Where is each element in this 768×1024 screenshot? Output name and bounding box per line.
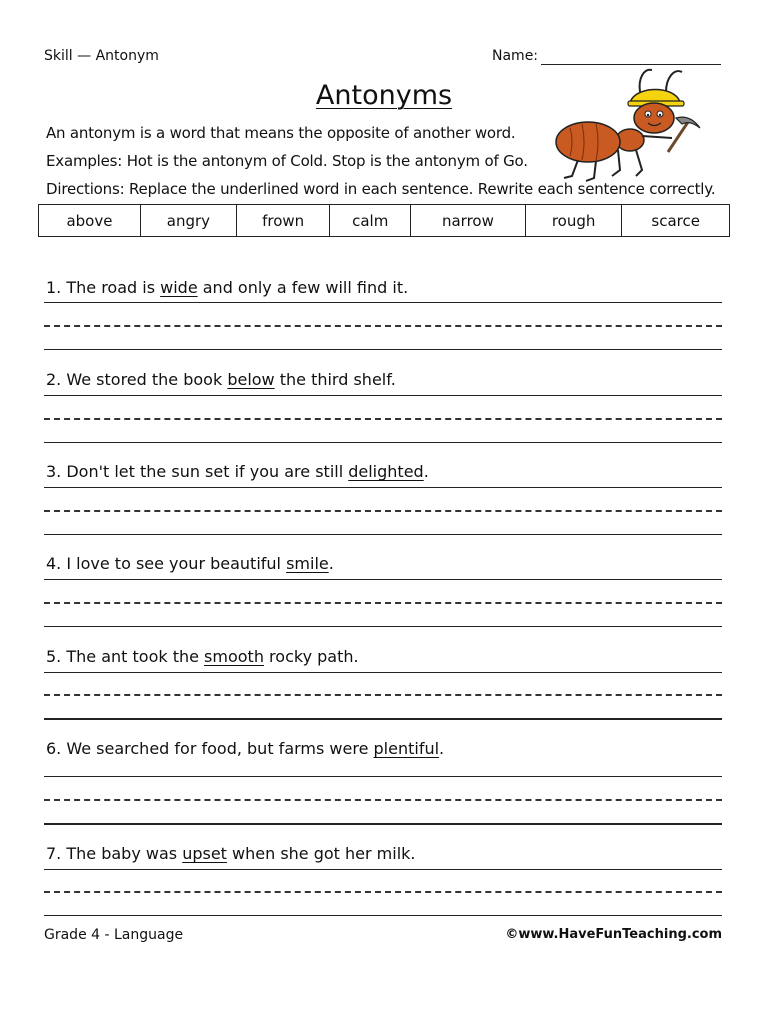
word-bank-item: frown xyxy=(236,205,329,237)
underlined-word: smooth xyxy=(204,647,264,666)
underlined-word: plentiful xyxy=(373,739,440,758)
word-bank-item: angry xyxy=(140,205,236,237)
skill-label: Skill — Antonym xyxy=(44,48,159,64)
question-7: 7. The baby was upset when she got her milk. xyxy=(46,844,416,863)
word-bank-item: narrow xyxy=(411,205,526,237)
word-bank-item: scarce xyxy=(622,205,730,237)
word-bank-item: calm xyxy=(330,205,411,237)
underlined-word: below xyxy=(227,370,275,389)
grade-label: Grade 4 - Language xyxy=(44,927,184,943)
writing-line-top xyxy=(44,487,722,488)
writing-line-top xyxy=(44,579,722,580)
word-bank xyxy=(38,204,730,237)
question-1: 1. The road is wide and only a few will find it. xyxy=(46,278,409,297)
question-3: 3. Don't let the sun set if you are still delighted. xyxy=(46,462,429,481)
writing-line-top xyxy=(44,395,722,396)
question-4: 4. I love to see your beautiful smile. xyxy=(46,554,334,573)
question-2: 2. We stored the book below the third shelf. xyxy=(46,370,396,389)
writing-line-mid[interactable] xyxy=(44,602,722,604)
writing-line-base xyxy=(44,534,722,535)
underlined-word: upset xyxy=(182,844,227,863)
writing-line-top xyxy=(44,776,722,777)
writing-line-top xyxy=(44,869,722,870)
definition-text: An antonym is a word that means the opposite of another word. xyxy=(46,124,516,142)
writing-line-base xyxy=(44,442,722,443)
underlined-word: wide xyxy=(160,278,198,297)
word-bank-item: rough xyxy=(525,205,622,237)
question-6: 6. We searched for food, but farms were plentiful. xyxy=(46,739,445,758)
writing-line-base xyxy=(44,718,722,720)
writing-line-base xyxy=(44,823,722,825)
writing-line-base xyxy=(44,626,722,627)
writing-line-top xyxy=(44,302,722,303)
underlined-word: delighted xyxy=(348,462,424,481)
writing-line-mid[interactable] xyxy=(44,891,722,893)
name-label: Name: xyxy=(492,48,539,64)
writing-line-mid[interactable] xyxy=(44,799,722,801)
writing-line-mid[interactable] xyxy=(44,418,722,420)
writing-line-mid[interactable] xyxy=(44,694,722,696)
directions-text: Directions: Replace the underlined word in each sentence. Rewrite each sentence correctly. xyxy=(46,180,716,198)
ant-with-hardhat-and-pickaxe-icon xyxy=(548,60,708,190)
site-copyright[interactable]: ©www.HaveFunTeaching.com xyxy=(505,927,722,942)
examples-text: Examples: Hot is the antonym of Cold. Stop is the antonym of Go. xyxy=(46,152,528,170)
word-bank-item: above xyxy=(39,205,141,237)
page-title: Antonyms xyxy=(315,80,453,111)
writing-line-base xyxy=(44,349,722,350)
underlined-word: smile xyxy=(286,554,329,573)
question-5: 5. The ant took the smooth rocky path. xyxy=(46,647,359,666)
writing-line-base xyxy=(44,915,722,916)
writing-line-mid[interactable] xyxy=(44,510,722,512)
writing-line-mid[interactable] xyxy=(44,325,722,327)
writing-line-top xyxy=(44,672,722,673)
